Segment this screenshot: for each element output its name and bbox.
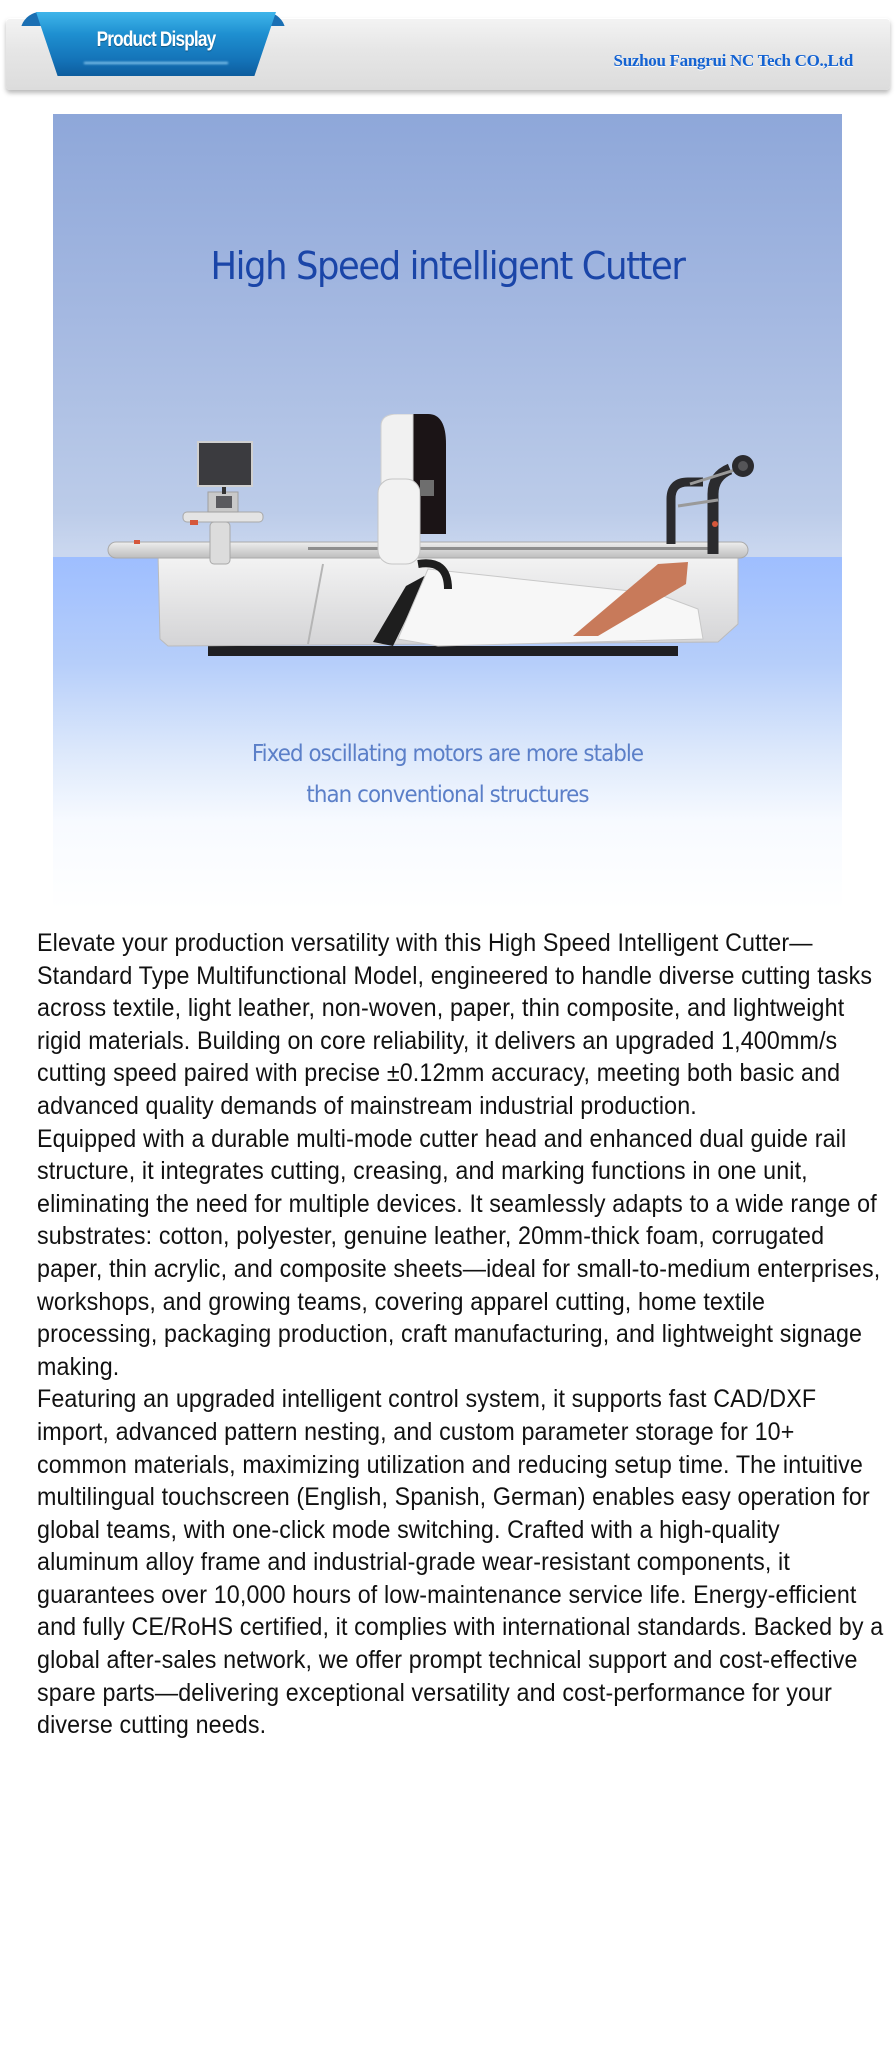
cutting-machine-illustration (98, 414, 808, 664)
description-paragraph: Featuring an upgraded intelligent control system, it supports fast CAD/DXF import, advanced pattern nesting, and custom parameter storage for 10+ common materials, maximizing utilization and reducing setup time. The intuitive multilingual touchscreen (English, Spanish, German) enables easy operation for global teams, with one-click mode switching. Crafted with a high-quality aluminum alloy frame and industrial-grade wear-resistant components, it guarantees over 10,000 hours of low-maintenance service life. Energy-efficient and fully CE/RoHS certified, it complies with international standards. Backed by a global after-sales network, we offer prompt technical support and cost-effective spare parts—delivering exceptional versatility and cost-performance for your diverse cutting needs. (37, 1385, 884, 1740)
company-name: Suzhou Fangrui NC Tech CO.,Ltd (613, 51, 853, 70)
tagline-line-2: than conventional structures (306, 782, 589, 808)
product-headline: High Speed intelligent Cutter (210, 244, 685, 288)
section-title: Product Display (96, 28, 216, 51)
machine-base (208, 646, 678, 656)
product-tagline (81, 734, 815, 816)
tagline-line-1: Fixed oscillating motors are more stable (251, 741, 644, 767)
description-paragraph: Equipped with a durable multi-mode cutter head and enhanced dual guide rail structure, it integrates cutting, creasing, and marking functions in one unit, eliminating the need for multiple devices. It seamlessly adapts to a wide range of substrates: cotton, polyester, genuine leather, 20mm-thick foam, corrugated paper, thin acrylic, and composite sheets—ideal for small-to-medium enterprises, workshops, and growing teams, covering apparel cutting, home textile processing, packaging production, craft manufacturing, and lightweight signage making. (37, 1124, 881, 1381)
description-paragraph: Elevate your production versatility with this High Speed Intelligent Cutter—Standard Type Multifunctional Model, engineered to handle diverse cutting tasks across textile, light leather, non-woven, paper, thin composite, and lightweight rigid materials. Building on core reliability, it delivers an upgraded 1,400mm/s cutting speed paired with precise ±0.12mm accuracy, meeting both basic and advanced quality demands of mainstream industrial production. (37, 929, 873, 1120)
product-description (37, 927, 884, 1742)
product-image (53, 114, 842, 910)
